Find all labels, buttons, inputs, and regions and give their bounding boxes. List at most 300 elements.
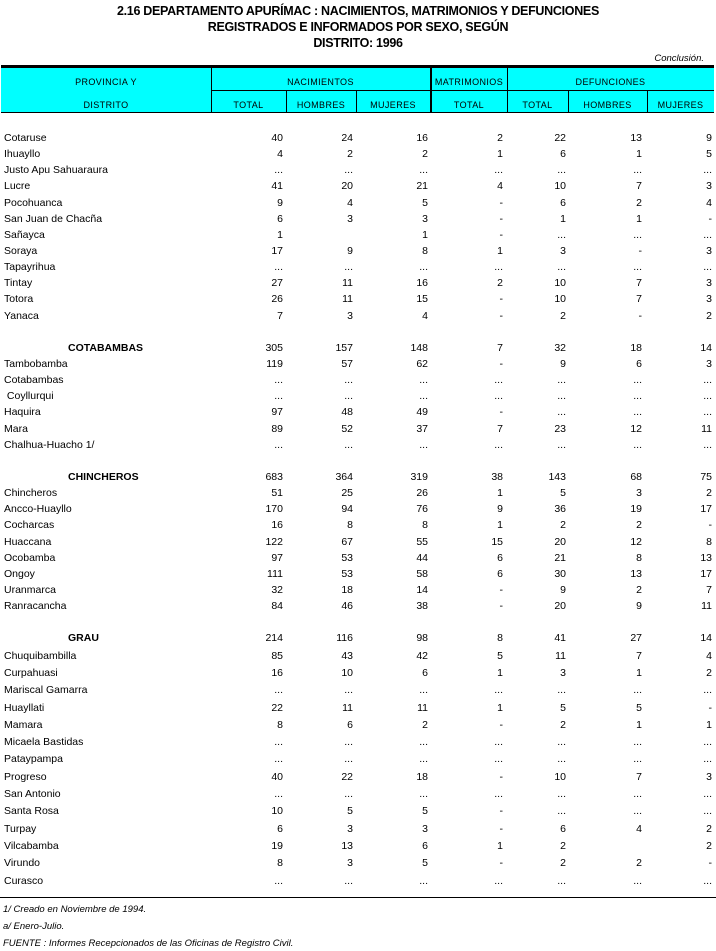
cell-value: 364 bbox=[335, 470, 353, 483]
cell-value: 2 bbox=[636, 583, 642, 596]
cell-value: 55 bbox=[416, 535, 428, 548]
table-row bbox=[0, 390, 716, 406]
spacer-row bbox=[0, 616, 716, 632]
cell-value: 14 bbox=[416, 583, 428, 596]
cell-value: 3 bbox=[706, 277, 712, 290]
district-name: Virundo bbox=[4, 857, 41, 870]
table-row bbox=[0, 536, 716, 552]
cell-value: 3 bbox=[706, 180, 712, 193]
cell-value: ... bbox=[557, 874, 566, 887]
cell-value: ... bbox=[703, 684, 712, 697]
cell-value: 6 bbox=[497, 551, 503, 564]
cell-value: 44 bbox=[416, 551, 428, 564]
cell-value: ... bbox=[703, 406, 712, 419]
cell-value: ... bbox=[633, 261, 642, 274]
cell-value: 40 bbox=[271, 132, 283, 144]
cell-value: 2 bbox=[706, 839, 712, 852]
district-name: Micaela Bastidas bbox=[4, 736, 84, 749]
cell-value: 36 bbox=[554, 503, 566, 516]
district-name: Lucre bbox=[4, 180, 31, 193]
cell-value: 1 bbox=[636, 148, 642, 161]
cell-value: 3 bbox=[422, 212, 428, 225]
cell-value: 11 bbox=[701, 600, 712, 613]
province-name: COTABAMBAS bbox=[68, 341, 144, 354]
cell-value: - bbox=[638, 244, 642, 257]
cell-value: ... bbox=[633, 736, 642, 749]
cell-value: ... bbox=[703, 805, 712, 818]
cell-value: 3 bbox=[560, 666, 566, 679]
table-row bbox=[0, 374, 716, 390]
cell-value: 5 bbox=[422, 857, 428, 870]
cell-value: 9 bbox=[560, 583, 566, 596]
cell-value: 1 bbox=[497, 666, 503, 679]
cell-value: - bbox=[499, 822, 503, 835]
cell-value: 3 bbox=[347, 309, 353, 322]
cell-value: 11 bbox=[555, 649, 566, 662]
cell-value: 21 bbox=[416, 180, 428, 193]
table-row bbox=[0, 229, 716, 245]
cell-value: 1 bbox=[497, 148, 503, 161]
district-name: Ancco-Huayllo bbox=[4, 503, 72, 516]
cell-value: 16 bbox=[271, 666, 283, 679]
cell-value: 49 bbox=[416, 406, 428, 419]
table-row bbox=[0, 584, 716, 600]
cell-value: 6 bbox=[277, 822, 283, 835]
cell-value: 111 bbox=[267, 567, 283, 580]
district-name: Totora bbox=[4, 293, 34, 306]
district-name: Santa Rosa bbox=[4, 805, 59, 818]
cell-value: ... bbox=[703, 390, 712, 403]
district-name: Tapayrihua bbox=[4, 261, 56, 274]
cell-value: ... bbox=[494, 753, 503, 766]
cell-value: 6 bbox=[560, 822, 566, 835]
cell-value: 97 bbox=[271, 406, 283, 419]
cell-value: ... bbox=[344, 261, 353, 274]
cell-value: 3 bbox=[636, 487, 642, 500]
table-row bbox=[0, 261, 716, 277]
cell-value: ... bbox=[274, 390, 283, 403]
cell-value: 68 bbox=[630, 470, 642, 483]
cell-value: 2 bbox=[706, 822, 712, 835]
cell-value: ... bbox=[344, 788, 353, 801]
table-row bbox=[0, 753, 716, 770]
cell-value: 20 bbox=[554, 600, 566, 613]
cell-value: 18 bbox=[416, 770, 428, 783]
cell-value: 148 bbox=[410, 341, 428, 354]
table-row bbox=[0, 439, 716, 455]
table-row bbox=[0, 736, 716, 753]
cell-value: 10 bbox=[271, 805, 283, 818]
cell-value: 2 bbox=[636, 519, 642, 532]
cell-value: ... bbox=[494, 874, 503, 887]
cell-value: ... bbox=[703, 736, 712, 749]
district-name: Tintay bbox=[4, 277, 33, 290]
cell-value: 7 bbox=[636, 770, 642, 783]
cell-value: 30 bbox=[554, 567, 566, 580]
district-name: Tambobamba bbox=[4, 357, 68, 370]
cell-value: ... bbox=[633, 374, 642, 387]
cell-value: 18 bbox=[630, 341, 642, 354]
cell-value: ... bbox=[274, 788, 283, 801]
cell-value: - bbox=[499, 805, 503, 818]
cell-value: ... bbox=[419, 164, 428, 177]
cell-value: 6 bbox=[422, 666, 428, 679]
cell-value: 38 bbox=[416, 600, 428, 613]
spacer-row bbox=[0, 326, 716, 342]
cell-value: 5 bbox=[560, 487, 566, 500]
cell-value: ... bbox=[557, 164, 566, 177]
footnote-2: a/ Enero-Julio. bbox=[3, 921, 65, 932]
table-row bbox=[0, 684, 716, 701]
cell-value: ... bbox=[703, 164, 712, 177]
cell-value: 119 bbox=[266, 357, 283, 370]
cell-value: ... bbox=[703, 874, 712, 887]
cell-value: ... bbox=[494, 390, 503, 403]
cell-value: 9 bbox=[347, 244, 353, 257]
table-row bbox=[0, 148, 716, 164]
district-name: San Juan de Chacña bbox=[4, 212, 103, 225]
cell-value: 5 bbox=[497, 649, 503, 662]
cell-value: 17 bbox=[271, 244, 283, 257]
district-name: Cocharcas bbox=[4, 519, 55, 532]
cell-value: 6 bbox=[636, 357, 642, 370]
province-row bbox=[0, 471, 716, 487]
cell-value: ... bbox=[494, 374, 503, 387]
district-name: Mariscal Gamarra bbox=[4, 684, 88, 697]
cell-value: 1 bbox=[636, 666, 642, 679]
cell-value: ... bbox=[703, 788, 712, 801]
district-name: Ocobamba bbox=[4, 551, 56, 564]
cell-value: 10 bbox=[554, 277, 566, 290]
district-name: Uranmarca bbox=[4, 583, 56, 596]
district-name: Pocohuanca bbox=[4, 196, 63, 209]
cell-value: ... bbox=[419, 438, 428, 451]
cell-value: 97 bbox=[271, 551, 283, 564]
cell-value: 1 bbox=[497, 244, 503, 257]
spacer-row bbox=[0, 455, 716, 471]
cell-value: 5 bbox=[560, 701, 566, 714]
cell-value: 58 bbox=[416, 567, 428, 580]
cell-value: 3 bbox=[706, 357, 712, 370]
cell-value: 4 bbox=[706, 196, 712, 209]
cell-value: ... bbox=[633, 228, 642, 241]
cell-value: - bbox=[499, 600, 503, 613]
cell-value: - bbox=[708, 212, 712, 225]
table-row bbox=[0, 293, 716, 309]
header-nac-mujeres: MUJERES bbox=[370, 100, 416, 110]
cell-value: - bbox=[499, 770, 503, 783]
district-name: Huaccana bbox=[4, 535, 52, 548]
cell-value: 2 bbox=[497, 277, 503, 290]
cell-value: 25 bbox=[341, 487, 353, 500]
cell-value: 3 bbox=[560, 244, 566, 257]
cell-value: 26 bbox=[271, 293, 283, 306]
table-row bbox=[0, 197, 716, 213]
district-name: Curpahuasi bbox=[4, 666, 58, 679]
cell-value: ... bbox=[557, 684, 566, 697]
table-row bbox=[0, 164, 716, 180]
cell-value: 8 bbox=[347, 519, 353, 532]
cell-value: 7 bbox=[706, 583, 712, 596]
cell-value: 2 bbox=[706, 666, 712, 679]
district-name: Turpay bbox=[4, 822, 37, 835]
cell-value: 11 bbox=[342, 293, 353, 306]
province-name: CHINCHEROS bbox=[68, 470, 139, 483]
cell-value: 214 bbox=[265, 632, 283, 645]
cell-value: - bbox=[499, 583, 503, 596]
cell-value: 9 bbox=[636, 600, 642, 613]
cell-value: ... bbox=[274, 438, 283, 451]
province-row bbox=[0, 342, 716, 358]
cell-value: - bbox=[499, 228, 503, 241]
cell-value: - bbox=[499, 718, 503, 731]
cell-value: 116 bbox=[336, 632, 353, 645]
header-nac-total: TOTAL bbox=[233, 100, 264, 110]
cell-value: ... bbox=[274, 684, 283, 697]
cell-value: 43 bbox=[341, 649, 353, 662]
cell-value: 32 bbox=[554, 341, 566, 354]
table-row bbox=[0, 245, 716, 261]
cell-value: ... bbox=[633, 406, 642, 419]
cell-value: ... bbox=[633, 164, 642, 177]
cell-value: ... bbox=[703, 438, 712, 451]
cell-value: - bbox=[499, 357, 503, 370]
cell-value: 1 bbox=[422, 228, 428, 241]
table-row bbox=[0, 840, 716, 857]
cell-value: ... bbox=[419, 874, 428, 887]
cell-value: 27 bbox=[271, 277, 283, 290]
district-name: Chuquibambilla bbox=[4, 649, 77, 662]
table-body bbox=[0, 132, 716, 892]
cell-value: - bbox=[499, 212, 503, 225]
cell-value: 10 bbox=[554, 293, 566, 306]
cell-value: 7 bbox=[277, 309, 283, 322]
cell-value: ... bbox=[344, 164, 353, 177]
cell-value: 32 bbox=[271, 583, 283, 596]
header-nac-hombres: HOMBRES bbox=[296, 100, 346, 110]
cell-value: ... bbox=[633, 390, 642, 403]
table-row bbox=[0, 805, 716, 822]
cell-value: 23 bbox=[554, 422, 566, 435]
cell-value: 7 bbox=[636, 180, 642, 193]
footnote-source: FUENTE : Informes Recepcionados de las Oficinas de Registro Civil. bbox=[3, 938, 294, 949]
cell-value: ... bbox=[494, 736, 503, 749]
cell-value: 13 bbox=[630, 567, 642, 580]
cell-value: 1 bbox=[636, 718, 642, 731]
cell-value: 3 bbox=[706, 770, 712, 783]
district-name: Soraya bbox=[4, 244, 38, 257]
cell-value: 75 bbox=[700, 470, 712, 483]
cell-value: 9 bbox=[706, 132, 712, 144]
cell-value: ... bbox=[703, 374, 712, 387]
cell-value: 5 bbox=[422, 196, 428, 209]
cell-value: 37 bbox=[416, 422, 428, 435]
cell-value: 15 bbox=[491, 535, 503, 548]
cell-value: ... bbox=[344, 874, 353, 887]
cell-value: 1 bbox=[560, 212, 566, 225]
header-def-hombres: HOMBRES bbox=[583, 100, 632, 110]
cell-value: 157 bbox=[335, 341, 353, 354]
cell-value: ... bbox=[344, 438, 353, 451]
table-row bbox=[0, 600, 716, 616]
cell-value: 3 bbox=[422, 822, 428, 835]
cell-value: ... bbox=[557, 390, 566, 403]
cell-value: 1 bbox=[706, 718, 712, 731]
cell-value: 85 bbox=[271, 649, 283, 662]
cell-value: ... bbox=[274, 261, 283, 274]
cell-value: ... bbox=[633, 438, 642, 451]
table-row bbox=[0, 568, 716, 584]
district-name: Coyllurqui bbox=[4, 390, 54, 403]
cell-value: 11 bbox=[417, 701, 428, 714]
cell-value: 7 bbox=[636, 649, 642, 662]
cell-value: 20 bbox=[341, 180, 353, 193]
cell-value: ... bbox=[274, 736, 283, 749]
cell-value: ... bbox=[557, 753, 566, 766]
title-line-2: REGISTRADOS E INFORMADOS POR SEXO, SEGÚN bbox=[207, 20, 509, 34]
cell-value: 1 bbox=[497, 487, 503, 500]
district-name: Haquira bbox=[4, 406, 41, 419]
cell-value: 53 bbox=[341, 551, 353, 564]
cell-value: 62 bbox=[416, 357, 428, 370]
district-name: Curasco bbox=[4, 874, 44, 887]
footer-rule bbox=[0, 897, 716, 898]
cell-value: ... bbox=[344, 684, 353, 697]
cell-value: ... bbox=[557, 261, 566, 274]
cell-value: ... bbox=[419, 390, 428, 403]
cell-value: 9 bbox=[560, 357, 566, 370]
cell-value: ... bbox=[494, 684, 503, 697]
cell-value: ... bbox=[633, 874, 642, 887]
cell-value: 1 bbox=[277, 228, 283, 241]
cell-value: 2 bbox=[422, 718, 428, 731]
cell-value: 7 bbox=[636, 293, 642, 306]
cell-value: 22 bbox=[341, 770, 353, 783]
cell-value: 3 bbox=[347, 857, 353, 870]
cell-value: ... bbox=[274, 874, 283, 887]
cell-value: 6 bbox=[560, 148, 566, 161]
cell-value: 67 bbox=[341, 535, 353, 548]
table-row bbox=[0, 132, 716, 148]
table-header bbox=[1, 65, 714, 113]
cell-value: 10 bbox=[554, 770, 566, 783]
cell-value: 6 bbox=[560, 196, 566, 209]
cell-value: 7 bbox=[636, 277, 642, 290]
title-line-3: DISTRITO: 1996 bbox=[313, 36, 403, 50]
cell-value: 76 bbox=[416, 503, 428, 516]
header-mat-total: TOTAL bbox=[453, 100, 485, 110]
cell-value: 22 bbox=[271, 701, 283, 714]
cell-value: 6 bbox=[277, 212, 283, 225]
cell-value: 2 bbox=[560, 309, 566, 322]
cell-value: 40 bbox=[271, 770, 283, 783]
district-name: San Antonio bbox=[4, 788, 61, 801]
cell-value: 8 bbox=[422, 244, 428, 257]
cell-value: 11 bbox=[342, 701, 353, 714]
cell-value: ... bbox=[633, 788, 642, 801]
district-name: Ihuayllo bbox=[4, 148, 41, 161]
district-name: Progreso bbox=[4, 770, 47, 783]
cell-value: 4 bbox=[347, 196, 353, 209]
district-name: Ranracancha bbox=[4, 600, 67, 613]
table-row bbox=[0, 650, 716, 667]
cell-value: - bbox=[499, 196, 503, 209]
header-provincia: PROVINCIA Y bbox=[75, 77, 137, 87]
cell-value: 12 bbox=[630, 422, 642, 435]
cell-value: ... bbox=[557, 406, 566, 419]
header-distrito: DISTRITO bbox=[83, 100, 129, 110]
cell-value: 2 bbox=[636, 196, 642, 209]
header-nacimientos: NACIMIENTOS bbox=[287, 77, 354, 87]
header-def-mujeres: MUJERES bbox=[657, 100, 704, 110]
cell-value: 2 bbox=[560, 857, 566, 870]
cell-value: 8 bbox=[277, 718, 283, 731]
table-row bbox=[0, 667, 716, 684]
cell-value: 11 bbox=[701, 422, 712, 435]
district-name: Pataypampa bbox=[4, 753, 63, 766]
district-name: Justo Apu Sahuaraura bbox=[4, 164, 108, 177]
cell-value: ... bbox=[274, 753, 283, 766]
cell-value: ... bbox=[344, 753, 353, 766]
cell-value: ... bbox=[557, 228, 566, 241]
cell-value: 18 bbox=[341, 583, 353, 596]
cell-value: 13 bbox=[630, 132, 642, 144]
cell-value: 4 bbox=[706, 649, 712, 662]
cell-value: 94 bbox=[341, 503, 353, 516]
table-row bbox=[0, 310, 716, 326]
cell-value: 170 bbox=[265, 503, 283, 516]
cell-value: - bbox=[499, 293, 503, 306]
cell-value: 5 bbox=[706, 148, 712, 161]
cell-value: ... bbox=[703, 228, 712, 241]
cell-value: 51 bbox=[271, 487, 283, 500]
header-matrimonios: MATRIMONIOS bbox=[434, 77, 504, 87]
cell-value: 16 bbox=[271, 519, 283, 532]
cell-value: - bbox=[499, 309, 503, 322]
cell-value: ... bbox=[494, 438, 503, 451]
table-row bbox=[0, 213, 716, 229]
cell-value: ... bbox=[557, 788, 566, 801]
cell-value: - bbox=[708, 519, 712, 532]
table-row bbox=[0, 875, 716, 892]
cell-value: 4 bbox=[277, 148, 283, 161]
cell-value: ... bbox=[419, 261, 428, 274]
cell-value: 57 bbox=[341, 357, 353, 370]
cell-value: 89 bbox=[271, 422, 283, 435]
table-row bbox=[0, 719, 716, 736]
cell-value: 6 bbox=[497, 567, 503, 580]
cell-value: 2 bbox=[497, 132, 503, 144]
cell-value: 7 bbox=[497, 341, 503, 354]
table-row bbox=[0, 406, 716, 422]
cell-value: - bbox=[708, 857, 712, 870]
table-row bbox=[0, 857, 716, 874]
cell-value: 24 bbox=[341, 132, 353, 144]
cell-value: 14 bbox=[700, 632, 712, 645]
cell-value: 84 bbox=[271, 600, 283, 613]
district-name: Cotabambas bbox=[4, 374, 64, 387]
district-name: Yanaca bbox=[4, 309, 39, 322]
cell-value: 5 bbox=[422, 805, 428, 818]
cell-value: ... bbox=[703, 261, 712, 274]
cell-value: 42 bbox=[416, 649, 428, 662]
cell-value: 2 bbox=[636, 857, 642, 870]
cell-value: ... bbox=[344, 374, 353, 387]
cell-value: 52 bbox=[341, 422, 353, 435]
cell-value: 3 bbox=[347, 212, 353, 225]
cell-value: 305 bbox=[265, 341, 283, 354]
cell-value: 41 bbox=[271, 180, 283, 193]
